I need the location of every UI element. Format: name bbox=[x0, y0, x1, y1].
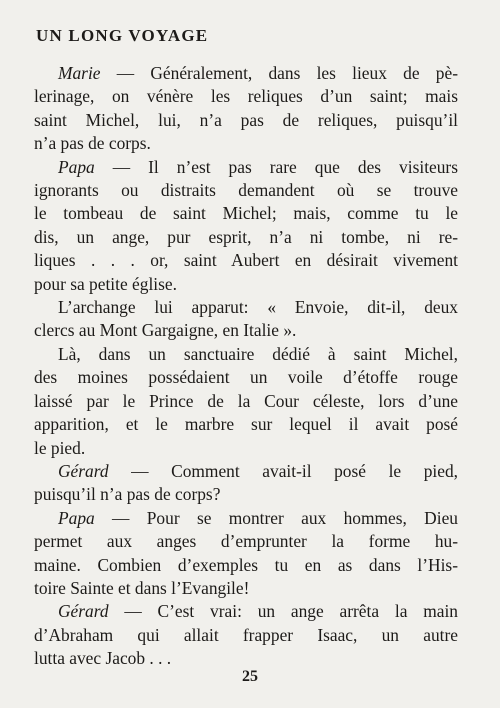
line-text: dis, un ange, pur esprit, n’a ni tombe, ni re- bbox=[34, 226, 458, 247]
line-text: — Généralement, dans les lieux de pè- bbox=[100, 63, 458, 83]
speaker-name: Papa bbox=[58, 507, 95, 528]
line-text: le tombeau de saint Michel; mais, comme tu le bbox=[34, 203, 458, 224]
line-text: permet aux anges d’emprunter la forme hu- bbox=[34, 531, 458, 552]
line-text: liques . . . or, saint Aubert en désirait vivement bbox=[34, 250, 458, 271]
text-line bbox=[34, 390, 458, 413]
text-line bbox=[34, 624, 458, 647]
text-line bbox=[34, 554, 458, 577]
line-text: le pied. bbox=[34, 437, 86, 458]
line-text: — Il n’est pas rare que des visiteurs bbox=[94, 156, 458, 177]
line-text: toire Sainte et dans l’Evangile! bbox=[34, 577, 250, 598]
line-text: lerinage, on vénère les reliques d’un saint; mais bbox=[34, 86, 458, 107]
line-text: laissé par le Prince de la Cour céleste, lors d’une bbox=[34, 390, 458, 411]
line-text: — C’est vrai: un ange arrêta la main bbox=[108, 601, 458, 622]
line-text: d’Abraham qui allait frapper Isaac, un autre bbox=[34, 624, 458, 645]
text-line bbox=[34, 202, 458, 225]
speaker-name: Papa bbox=[58, 156, 95, 177]
line-text: lutta avec Jacob . . . bbox=[34, 648, 172, 669]
line-text: des moines possédaient un voile d’étoffe rouge bbox=[34, 367, 458, 388]
running-header: UN LONG VOYAGE bbox=[36, 26, 209, 45]
line-text: pour sa petite église. bbox=[34, 273, 177, 294]
text-line bbox=[34, 132, 458, 155]
line-text: clercs au Mont Gargaigne, en Italie ». bbox=[34, 320, 297, 341]
text-line bbox=[34, 483, 458, 506]
line-text: maine. Combien d’exemples tu en as dans l’His- bbox=[34, 554, 458, 575]
text-line bbox=[34, 600, 458, 623]
line-text: Là, dans un sanctuaire dédié à saint Michel, bbox=[58, 343, 458, 364]
text-line bbox=[34, 530, 458, 553]
text-line bbox=[34, 109, 458, 132]
body-text bbox=[34, 62, 458, 671]
text-line bbox=[34, 460, 458, 483]
text-line bbox=[34, 85, 458, 108]
speaker-name: Gérard bbox=[58, 601, 109, 622]
text-line bbox=[34, 249, 458, 272]
line-text: — Pour se montrer aux hommes, Dieu bbox=[94, 507, 458, 528]
line-text: — Comment avait-il posé le pied, bbox=[108, 460, 458, 481]
text-line bbox=[34, 413, 458, 436]
line-text: ignorants ou distraits demandent où se trouve bbox=[34, 180, 458, 201]
text-line bbox=[34, 577, 458, 600]
text-line bbox=[34, 507, 458, 530]
line-text: n’a pas de corps. bbox=[34, 133, 151, 154]
text-line bbox=[34, 273, 458, 296]
page-number: 25 bbox=[242, 668, 258, 685]
text-line bbox=[34, 62, 458, 85]
text-line bbox=[34, 366, 458, 389]
speaker-name: Marie bbox=[58, 63, 101, 83]
text-line bbox=[34, 319, 458, 342]
text-line bbox=[34, 437, 458, 460]
text-line bbox=[34, 226, 458, 249]
text-line bbox=[34, 296, 458, 319]
line-text: puisqu’il n’a pas de corps? bbox=[34, 484, 221, 505]
line-text: saint Michel, lui, n’a pas de reliques, puisqu’il bbox=[34, 109, 458, 130]
text-line bbox=[34, 179, 458, 202]
speaker-name: Gérard bbox=[58, 460, 109, 481]
text-line bbox=[34, 156, 458, 179]
line-text: L’archange lui apparut: « Envoie, dit-il, deux bbox=[58, 297, 458, 318]
text-line bbox=[34, 343, 458, 366]
line-text: apparition, et le marbre sur lequel il avait posé bbox=[34, 414, 458, 435]
